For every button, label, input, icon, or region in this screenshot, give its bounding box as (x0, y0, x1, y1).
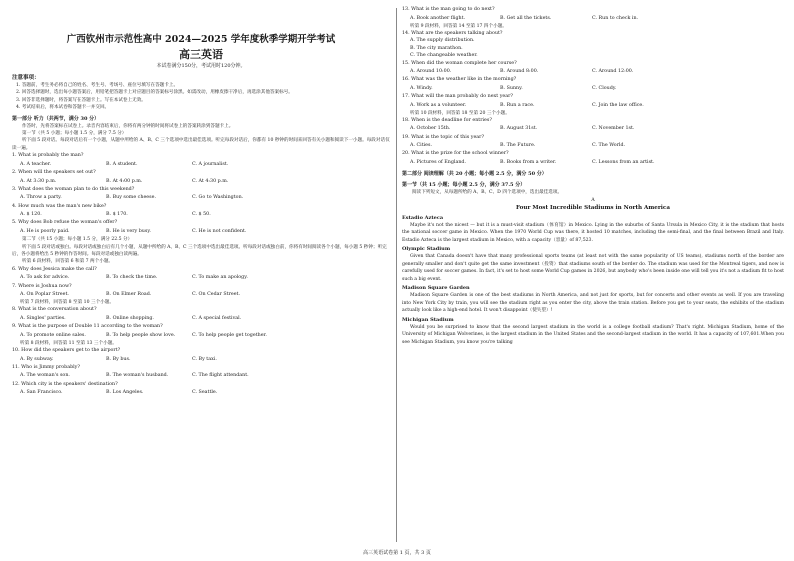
question-1: 1. What is probably the man? A. A teacher. B. A student. C. A journalist. (12, 153, 229, 167)
question-4: 4. How much was the man's new bike? A. $ 120. B. $ 170. C. $ 50. (12, 203, 211, 218)
lead-q8: 听第 7 段材料，回答第 8 至第 10 三个小题。 (20, 300, 114, 306)
part1-sec1-heading: 第一节（共 5 小题；每小题 1.5 分，满分 7.5 分） (22, 131, 127, 137)
note-item: 1. 答题前，考生务必将自己的姓名、考生号、考场号、座位号填写在答题卡上。 (16, 83, 179, 88)
lead-q6: 听第 6 段材料，回答第 6 和第 7 两个小题。 (22, 259, 114, 265)
stadium-paragraph: Would you be surprised to know that the second largest stadium in the world is a college football stadium? That's right. Michigan Stadium, home of the University of Michigan Wolverines, is the largest stadium in the United States and the second-largest stadium in the world. It has a capacity of 107,601.When you see Michigan Stadium, you know you're talking (402, 324, 784, 345)
part1-sec2-intro: 听下面 5 段对话或独白。每段对话或独白后有几个小题，从题中所给的 A、B、C 三个选项中选出最佳选项。听每段对话或独白前，你将有时间阅读各个小题，每小题 5 秒钟；听完后，各小题将给出 5 秒钟的作答时间。每段对话或独白读两遍。 (12, 244, 387, 258)
stadium-paragraph: Madison Square Garden is one of the best stadiums in North America, and not just for sports, but for concerts and other events as well. If you are traveling into New York City by train, you will see the stadium right as you enter the city, above the train station. Before you get to your seats, the exhibits of the stadium actually look like a high-end hotel. It won't disappoint（使失望）! (402, 293, 784, 314)
question-5: 5. Why does Bob refuse the woman's offer? A. He is poorly paid. B. He is very busy. C. He is not confident. (12, 220, 247, 234)
question-12: 12. Which city is the speakers' destination? A. San Francisco. B. Los Angeles. C. Seattle. (12, 381, 218, 396)
part2-intro: 阅读下列短文，从每题所给的 A、B、C、D 四个选项中，选出最佳选项。 (412, 190, 563, 196)
question-11: 11. Who is Jimmy probably? A. The woman's son. B. The woman's husband. C. The flight attendant. (12, 364, 249, 379)
article-title: Four Most Incredible Stadiums in North America (516, 204, 670, 211)
part1-sec1-intro: 听下面 5 段对话。每段对话后有一个小题，从题中所给的 A、B、C 三个选项中选出最佳选项。听完每段对话后，你都有 10 秒钟的时间来回答有关小题和阅读下一小题。每段对话仅读一遍。 (12, 138, 390, 151)
note-item: 3. 回答非选择题时，将答案写在答题卡上。写在本试卷上无效。 (16, 97, 146, 103)
exam-title: 广西钦州市示范性高中 2024—2025 学年度秋季学期开学考试 (66, 34, 336, 45)
exam-meta: 本试卷满分150分，考试用时120分钟。 (156, 63, 246, 69)
question-18: 18. When is the deadline for entries? A. October 15th. B. August 31st. C. November 1st. (402, 117, 635, 132)
part1-heading: 第一部分 听力（共两节，满分 30 分） (12, 115, 100, 122)
question-19: 19. What is the topic of this year? A. Cities. B. The Future. C. The World. (402, 134, 626, 149)
stadium-paragraph: Maybe it's not the nicest — but it is a must-visit stadium（体育馆）in Mexico. Lying in the suburbs of Santa Ursula in Mexico City, it is the stadium that hosts the national soccer game in Mexico. When the 1970 World Cup was there, it hosted 10 matches, including the semi-final, and the final between Brazil and Italy. Estadio Azteca is the largest stadium in Mexico, with a capacity（容量）of 87,523. (402, 222, 784, 243)
part1-sec2-heading: 第二节（共 15 小题；每小题 1.5 分，满分 22.5 分） (22, 237, 133, 243)
lead-q14: 听第 9 段材料，回答第 14 至第 17 四个小题。 (410, 23, 507, 29)
question-6: 6. Why does Jessica make the call? A. To ask for advice. B. To check the time. C. To make an apology. (12, 266, 248, 281)
part2-heading: 第二部分 阅读理解（共 20 小题；每小题 2.5 分，满分 50 分） (402, 171, 547, 178)
exam-subject: 高三英语 (179, 48, 223, 61)
question-7: 7. Where is Joshua now? A. On Poplar Street. B. On Elmer Road. C. On Cedar Street. (12, 283, 240, 298)
right-column (402, 6, 784, 346)
notes-heading: 注意事项： (12, 75, 40, 81)
question-8: 8. What is the conversation about? A. Singles' parties. B. Online shopping. C. A special festival. (12, 307, 242, 321)
question-2: 2. When will the speakers set out? A. At 3:30 p.m. B. At 4:00 p.m. C. At 4:30 p.m. (12, 170, 229, 184)
column-divider (396, 8, 397, 542)
question-15: 15. When did the woman complete her course? A. Around 10:00. B. Around 8:00. C. Around 12:00. (402, 60, 634, 74)
page-footer: 高三英语试卷第 1 页，共 3 页 (363, 550, 431, 556)
passage-letter: A (591, 197, 595, 203)
question-10: 10. How did the speakers get to the airport? A. By subway. B. By bus. C. By taxi. (12, 348, 217, 362)
stadium-heading: Michigan Stadium (402, 316, 454, 323)
part2-sec1-heading: 第一节（共 15 小题；每小题 2.5 分，满分 37.5 分） (402, 182, 526, 189)
note-item: 4. 考试结束后，将本试卷和答题卡一并交回。 (16, 105, 110, 111)
question-13: 13. What is the man going to do next? A. Book another flight. B. Get all the tickets. C. Run to check in. (402, 7, 639, 21)
lead-q11: 听第 8 段材料，回答第 11 至第 13 三个小题。 (20, 341, 117, 347)
note-item: 2. 回答选择题时，选出每小题答案后，用铅笔把答题卡上对应题目的答案标号涂黑。如需改动，用橡皮擦干净后，再选涂其他答案标号。 (16, 90, 293, 96)
question-20: 20. What is the prize for the school winner? A. Pictures of England. B. Books from a writer. C. Lessons from an artist. (402, 151, 655, 165)
question-16: 16. What was the weather like in the morning? A. Windy. B. Sunny. C. Cloudy. (402, 77, 617, 91)
question-14: 14. What are the speakers talking about? A. The supply distribution. B. The city marathon. C. The changeable weather. (402, 30, 503, 58)
stadium-paragraph: Given that Canada doesn't have that many professional sports teams (at least not with the same popularity of US teams), stadiums north of the border are generally smaller and don't quite get the same investment（投资）that stadiums south of the border do. The stadium was used for the Montreal tigers, and now is carefully used for soccer games. In fact, it's set to host some World Cup games in 2026, but anybody who's been inside one will tell you it's not a stadium fit to host such a big event. (402, 254, 784, 282)
stadium-heading: Olympic Stadium (402, 246, 451, 253)
question-9: 9. What is the purpose of Double 11 according to the woman? A. To promote online sales. B. To help people show love. C. To help people get together. (12, 324, 267, 338)
stadium-heading: Madison Square Garden (402, 285, 470, 292)
lead-q18: 听第 10 段材料，回答第 18 至第 20 三个小题。 (410, 110, 510, 116)
part1-intro: 作答时，先将答案标在试卷上。录音内容结束后，你将有两分钟的时间将试卷上的答案转涂到答题卡上。 (22, 123, 234, 129)
stadium-heading: Estadio Azteca (402, 214, 444, 221)
question-3: 3. What does the woman plan to do this weekend? A. Throw a party. B. Buy some cheese. C. Go to Washington. (12, 186, 244, 201)
left-column (12, 6, 390, 397)
question-17: 17. What will the man probably do next year? A. Work as a volunteer. B. Run a race. C. Join the law office. (402, 94, 644, 108)
